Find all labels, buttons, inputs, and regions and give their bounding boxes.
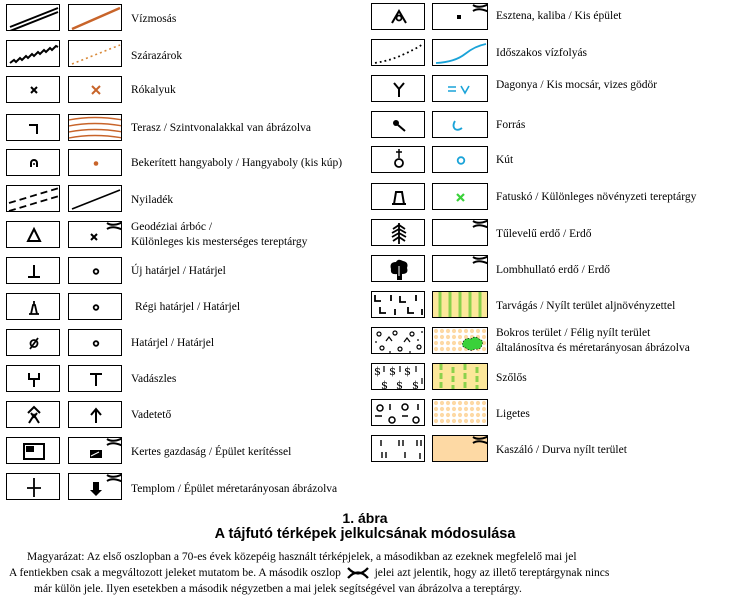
svg-text:$: $ [412,379,419,391]
explanation-line-2-end: jelei azt jelentik, hogy az illető tereptárgynak nincs [374,567,610,579]
legend-label: Rókalyuk [131,84,176,96]
legend-label: Határjel / Határjel [131,337,215,349]
figure-number: 1. ábra [342,510,388,526]
new-boundary-stone-symbol [68,257,122,284]
new-special-manmade-symbol [68,221,122,248]
old-wallow-symbol [371,75,425,102]
legend-row-bokros [365,326,730,356]
new-anthill-symbol [68,149,122,176]
new-boundary-stone-symbol [68,293,122,320]
svg-text:$: $ [404,365,411,378]
old-hunting-stand-symbol [6,365,60,392]
old-den-symbol [6,76,60,103]
old-terrace-symbol [6,114,60,141]
old-spring-symbol [371,111,425,138]
legend-row-rokalyuk [0,75,365,105]
old-anthill-symbol [6,149,60,176]
legend-label: Tarvágás / Nyílt terület aljnövényzettel [496,300,676,312]
old-boundary-stone-symbol [6,329,60,356]
old-deciduous-forest-symbol [371,255,425,282]
new-terrace-symbol [68,114,122,141]
legend-row-forras [365,110,730,140]
old-vineyard-symbol [371,363,425,390]
svg-text:$: $ [389,365,396,378]
legend-row-szolos [365,362,730,392]
new-den-symbol [68,76,122,103]
legend-label: Lombhullató erdő / Erdő [496,264,611,276]
new-semi-open-scrub-symbol [432,327,488,354]
legend-row-hatarjel [0,328,365,358]
legend-row-ligetes [365,398,730,428]
new-forest-symbol [432,255,488,282]
no-separate-symbol-icon [347,567,369,579]
legend-row-uj-hatarjel [0,256,365,286]
new-feeding-place-symbol [68,401,122,428]
legend-label: Nyiladék [131,194,174,206]
legend-row-terasz [0,113,365,143]
legend-label: Terasz / Szintvonalakkal van ábrázolva [131,122,311,134]
legend-row-vadaszles [0,364,365,394]
legend-label: Időszakos vízfolyás [496,47,588,59]
new-special-vegetation-symbol [432,183,488,210]
legend-label: Kút [496,154,514,166]
new-well-symbol [432,146,488,173]
new-seasonal-stream-symbol [432,39,488,66]
legend-label: Vadászles [131,373,177,385]
legend-label: Kaszáló / Durva nyílt terület [496,444,627,456]
new-building-with-fence-symbol [68,437,122,464]
legend-label-second-line: Különleges kis mesterséges tereptárgy [131,236,308,248]
old-church-symbol [6,473,60,500]
old-trig-point-symbol [6,221,60,248]
old-feeding-place-symbol [6,401,60,428]
legend-label: Új határjel / Határjel [131,265,226,277]
legend-row-esztena [365,2,730,32]
old-well-symbol [371,146,425,173]
new-forest-symbol [432,219,488,246]
old-scrub-symbol [371,327,425,354]
new-building-symbol [68,473,122,500]
legend-label: Dagonya / Kis mocsár, vizes gödör [496,79,658,91]
legend-label: Régi határjel / Határjel [135,301,241,313]
legend-row-kut [365,145,730,175]
explanation-line-2 [9,566,609,581]
legend-row-kaszalo [365,434,730,464]
explanation-line-3: már külön jele. Ilyen esetekben a második négyzetben a mai jelek segítségével van ábrázolva a tereptárgy. [34,583,522,595]
new-dry-ditch-symbol [68,40,122,67]
new-ride-symbol [68,185,122,212]
new-hunting-stand-symbol [68,365,122,392]
legend-label: Szárazárok [131,50,183,62]
old-clearing-symbol [371,291,425,318]
legend-label: Vízmosás [131,13,177,25]
old-ride-symbol [6,185,60,212]
new-vineyard-symbol [432,363,488,390]
new-open-woodland-symbol [432,399,488,426]
legend-label: Bekerített hangyaboly / Hangyaboly (kis kúp) [131,157,343,169]
legend-label: Forrás [496,119,526,131]
explanation-line-1: Magyarázat: Az első oszlopban a 70-es évek közepéig használt térképjelek, a másodikban az ezeknek megfelelő mai jel [27,551,577,563]
legend-row-dagonya [365,74,730,104]
new-rough-open-land-symbol [432,435,488,462]
legend-label: Vadetető [131,409,172,421]
legend-label: Templom / Épület méretarányosan ábrázolva [131,483,338,495]
legend-row-regi-hatarjel [0,292,365,322]
old-gully-symbol [6,4,60,31]
legend-row-tarvagas [365,290,730,320]
legend-row-idoszakos-vizfolyas [365,38,730,68]
legend-label: Geodéziai árbóc / [131,221,213,233]
old-new-boundary-stone-symbol [6,257,60,284]
old-seasonal-stream-symbol [371,39,425,66]
legend-row-templom [0,472,365,502]
legend-row-kertes-gazdasag [0,436,365,466]
svg-text:$: $ [374,365,381,378]
legend-label: Fatuskó / Különleges növényzeti tereptárgy [496,191,697,203]
legend-row-geodeziai [0,220,365,250]
legend-row-lombhullato-erdo [365,254,730,284]
legend-label-second-line: általánosítva és méretarányosan ábrázolva [496,342,690,354]
old-grove-symbol [371,399,425,426]
explanation-line-2-start: A fentiekben csak a megváltozott jeleket mutatom be. A második oszlop [9,567,341,579]
svg-text:$: $ [381,379,388,391]
legend-row-tuleveleu-erdo [365,218,730,248]
legend-label: Esztena, kaliba / Kis épület [496,10,622,22]
new-small-building-symbol [432,3,488,30]
legend-row-szarazarok [0,39,365,69]
new-small-marsh-symbol [432,75,488,102]
new-spring-symbol [432,111,488,138]
old-old-boundary-stone-symbol [6,293,60,320]
figure-title: A tájfutó térképek jelkulcsának módosulása [214,526,516,542]
legend-label: Szőlős [496,372,527,384]
new-boundary-stone-symbol [68,329,122,356]
legend-row-vadeteto [0,400,365,430]
old-meadow-symbol [371,435,425,462]
legend-row-nyiladek [0,184,365,214]
old-dry-ditch-symbol [6,40,60,67]
legend-row-vizmosas [0,3,365,33]
legend-row-fatusko [365,182,730,212]
legend-row-hangyaboly [0,148,365,178]
svg-text:$: $ [396,379,403,391]
old-hut-symbol [371,3,425,30]
old-conifer-forest-symbol [371,219,425,246]
old-farm-symbol [6,437,60,464]
old-stump-symbol [371,183,425,210]
legend-label: Tűlevelű erdő / Erdő [496,228,592,240]
new-undergrowth-open-symbol [432,291,488,318]
legend-label: Bokros terület / Félig nyílt terület [496,327,651,339]
legend-label: Kertes gazdaság / Épület kerítéssel [131,446,292,458]
new-gully-symbol [68,4,122,31]
legend-label: Ligetes [496,408,530,420]
